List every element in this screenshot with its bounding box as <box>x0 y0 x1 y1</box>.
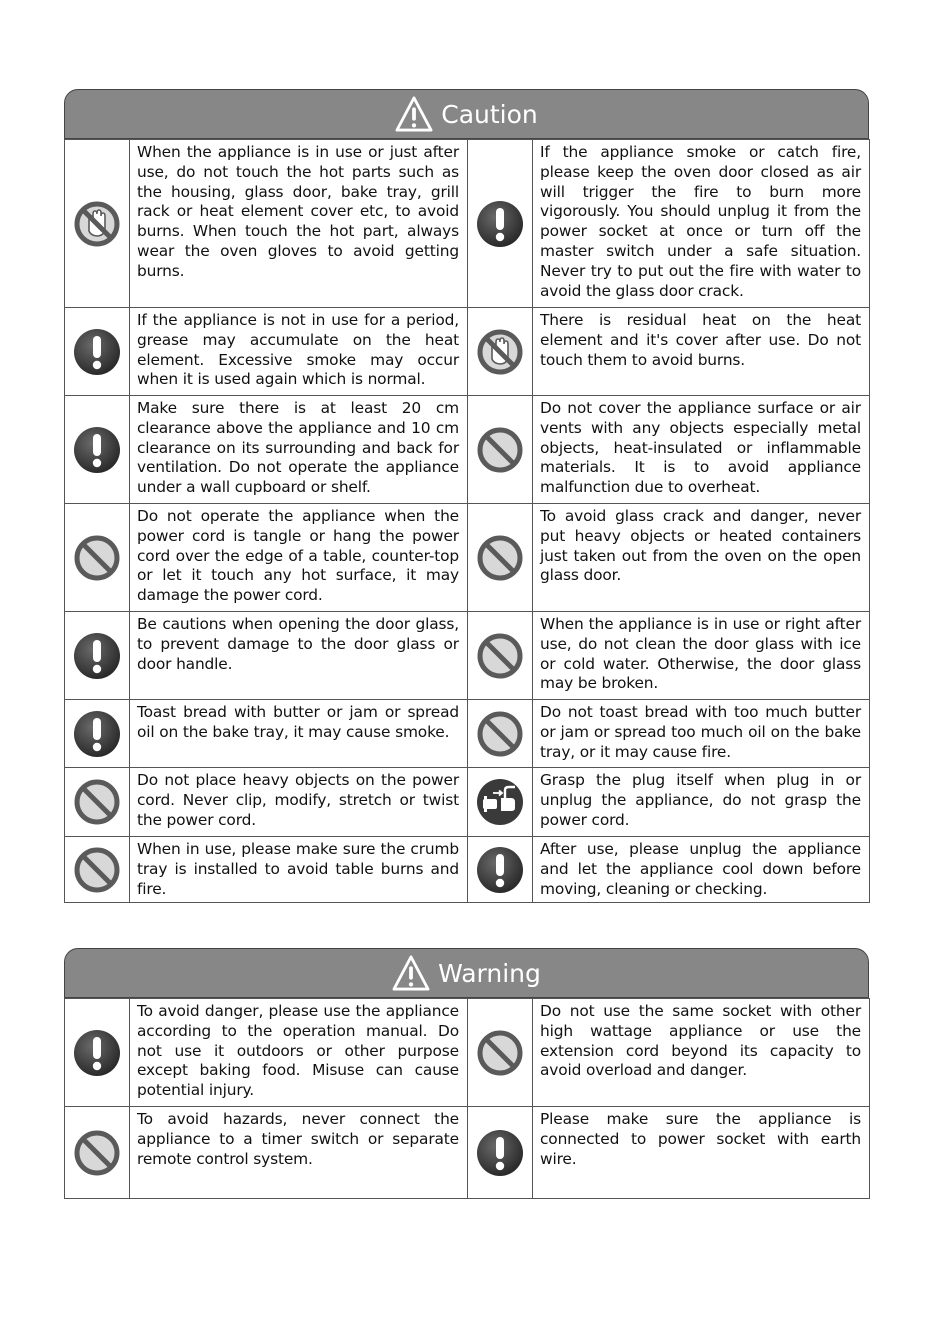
caution-row <box>65 768 870 837</box>
warning-triangle-icon <box>392 955 434 991</box>
warning-header <box>64 948 869 998</box>
instruction-text: To avoid glass crack and danger, never put heavy objects or heated containers just taken out from the oven on the open glass door. <box>533 504 870 612</box>
prohibited-icon <box>475 1028 525 1078</box>
warning-row <box>65 1107 870 1199</box>
icon-cell <box>65 308 130 396</box>
icon-cell <box>468 612 533 700</box>
icon-cell <box>65 140 130 308</box>
hot-hand-prohibited-icon <box>72 199 122 249</box>
prohibited-icon <box>72 777 122 827</box>
hot-hand-prohibited-icon <box>475 327 525 377</box>
icon-cell <box>65 768 130 837</box>
instruction-text: Do not toast bread with too much butter or jam or spread too much oil on the bake tray, or it may cause fire. <box>533 700 870 768</box>
icon-cell <box>468 308 533 396</box>
exclamation-icon <box>72 631 122 681</box>
caution-panel <box>64 89 869 903</box>
instruction-text: Do not operate the appliance when the power cord is tangle or hang the power cord over the edge of a table, counter-top or let it touch any hot surface, it may damage the power cord. <box>130 504 468 612</box>
instruction-text: Do not use the same socket with other high wattage appliance or use the extension cord beyond its capacity to avoid overload and danger. <box>533 999 870 1107</box>
icon-cell <box>468 999 533 1107</box>
exclamation-icon <box>475 1128 525 1178</box>
caution-row <box>65 700 870 768</box>
exclamation-icon <box>475 199 525 249</box>
icon-cell <box>65 700 130 768</box>
exclamation-icon <box>72 425 122 475</box>
icon-cell <box>468 700 533 768</box>
caution-row <box>65 612 870 700</box>
warning-row <box>65 999 870 1107</box>
instruction-text: When the appliance is in use or right after use, do not clean the door glass with ice or cold water. Otherwise, the door glass may be broken. <box>533 612 870 700</box>
exclamation-icon <box>72 1028 122 1078</box>
caution-header <box>64 89 869 139</box>
exclamation-icon <box>72 709 122 759</box>
icon-cell <box>65 504 130 612</box>
instruction-text: If the appliance is not in use for a period, grease may accumulate on the heat element. Excessive smoke may occur when it is used again which is normal. <box>130 308 468 396</box>
icon-cell <box>468 837 533 903</box>
caution-row <box>65 308 870 396</box>
icon-cell <box>65 396 130 504</box>
prohibited-icon <box>475 533 525 583</box>
instruction-text: To avoid hazards, never connect the appliance to a timer switch or separate remote control system. <box>130 1107 468 1199</box>
caution-row <box>65 140 870 308</box>
icon-cell <box>468 768 533 837</box>
instruction-text: Grasp the plug itself when plug in or unplug the appliance, do not grasp the power cord. <box>533 768 870 837</box>
instruction-text: Please make sure the appliance is connected to power socket with earth wire. <box>533 1107 870 1199</box>
instruction-text: When in use, please make sure the crumb tray is installed to avoid table burns and fire. <box>130 837 468 903</box>
prohibited-icon <box>72 845 122 895</box>
icon-cell <box>468 504 533 612</box>
warning-panel <box>64 948 869 1199</box>
caution-row <box>65 837 870 903</box>
instruction-text: If the appliance smoke or catch fire, please keep the oven door closed as air will trigger the fire to burn more vigorously. You should unplug it from the power socket at once or turn off the master switch under a safe situation. Never try to put out the fire with water to avoid the glass door crack. <box>533 140 870 308</box>
icon-cell <box>468 1107 533 1199</box>
icon-cell <box>468 140 533 308</box>
icon-cell <box>65 612 130 700</box>
warning-triangle-icon <box>395 96 437 132</box>
prohibited-icon <box>72 533 122 583</box>
instruction-text: Do not cover the appliance surface or air vents with any objects especially metal objects, heat-insulated or inflammable materials. It is to avoid appliance malfunction due to overheat. <box>533 396 870 504</box>
icon-cell <box>468 396 533 504</box>
instruction-text: When the appliance is in use or just after use, do not touch the hot parts such as the housing, glass door, bake tray, grill rack or heat element cover etc, to avoid burns. When touch the hot part, always wear the oven gloves to avoid getting burns. <box>130 140 468 308</box>
instruction-text: Toast bread with butter or jam or spread oil on the bake tray, it may cause smoke. <box>130 700 468 768</box>
caution-row <box>65 396 870 504</box>
icon-cell <box>65 999 130 1107</box>
caution-row <box>65 504 870 612</box>
caution-title: Caution <box>441 99 538 129</box>
warning-table <box>64 998 870 1199</box>
instruction-text: Be cautions when opening the door glass, to prevent damage to the door glass or door handle. <box>130 612 468 700</box>
exclamation-icon <box>72 327 122 377</box>
instruction-text: Make sure there is at least 20 cm clearance above the appliance and 10 cm clearance on its surrounding and back for ventilation. Do not operate the appliance under a wall cupboard or shelf. <box>130 396 468 504</box>
instruction-text: After use, please unplug the appliance and let the appliance cool down before moving, cleaning or checking. <box>533 837 870 903</box>
exclamation-icon <box>475 845 525 895</box>
prohibited-icon <box>475 631 525 681</box>
prohibited-icon <box>475 709 525 759</box>
instruction-text: Do not place heavy objects on the power cord. Never clip, modify, stretch or twist the power cord. <box>130 768 468 837</box>
caution-table <box>64 139 870 903</box>
instruction-text: There is residual heat on the heat element and it's cover after use. Do not touch them to avoid burns. <box>533 308 870 396</box>
instruction-text: To avoid danger, please use the appliance according to the operation manual. Do not use it outdoors or other purpose except baking food. Misuse can cause potential injury. <box>130 999 468 1107</box>
prohibited-icon <box>72 1128 122 1178</box>
icon-cell <box>65 1107 130 1199</box>
unplug-icon <box>475 777 525 827</box>
icon-cell <box>65 837 130 903</box>
warning-title: Warning <box>438 958 541 988</box>
prohibited-icon <box>475 425 525 475</box>
